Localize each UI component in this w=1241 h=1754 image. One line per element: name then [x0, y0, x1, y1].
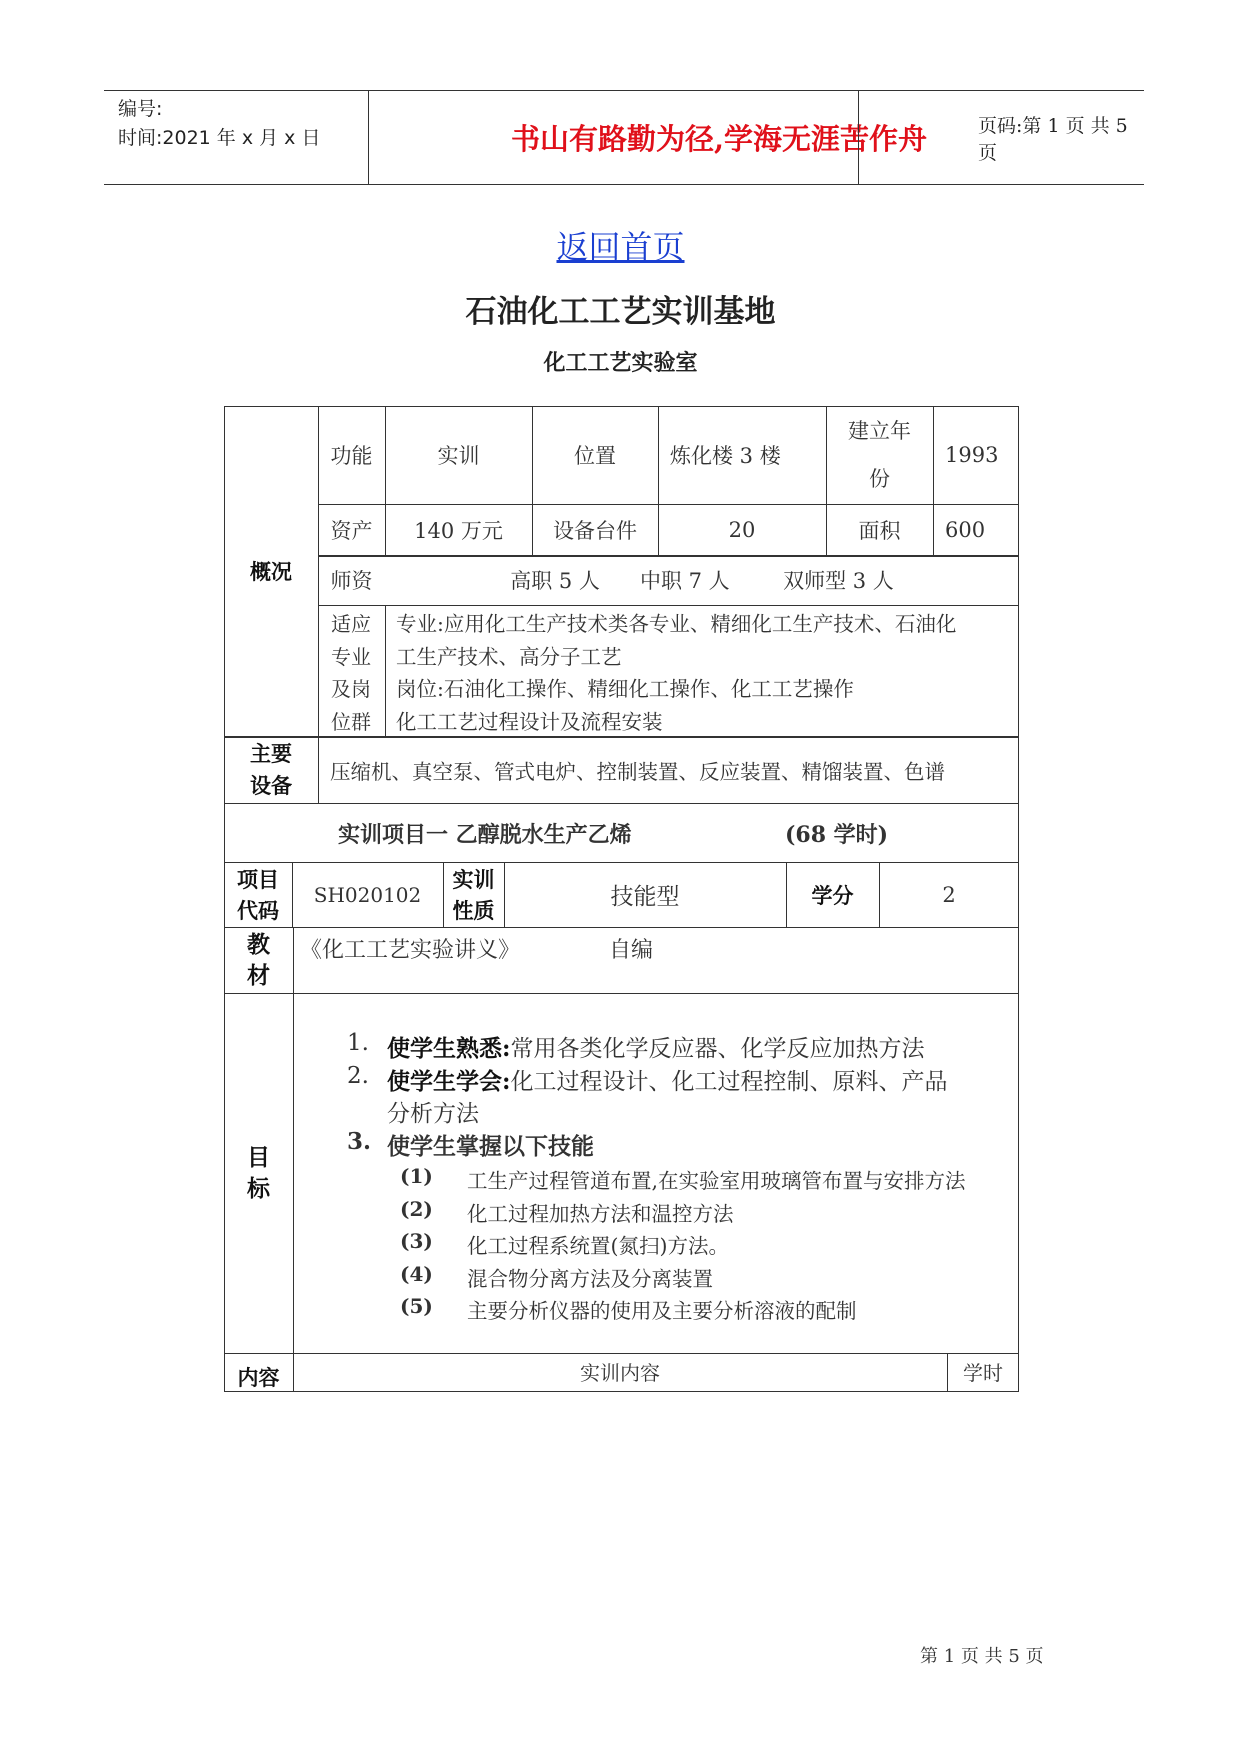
- fit-label-line: 位群: [331, 709, 371, 734]
- content-header: 实训内容: [580, 1360, 660, 1385]
- textbook-note: 自编: [609, 938, 654, 963]
- credit-label: 学分: [811, 882, 854, 908]
- goals-label-line: 标: [247, 1175, 270, 1202]
- location-value: 炼化楼 3 楼: [670, 444, 781, 468]
- assets-value: 140 万元: [414, 518, 503, 543]
- year-label-line: 份: [869, 467, 890, 491]
- skill-3-number: (3): [400, 1229, 433, 1253]
- header-divider: [368, 91, 369, 184]
- textbook-label-line: 材: [247, 962, 270, 989]
- col-line: [293, 927, 294, 1392]
- project-nature-label-line: 实训: [452, 866, 495, 892]
- skill-1-text: 工生产过程管道布置,在实验室用玻璃管布置与安排方法: [467, 1169, 966, 1193]
- overview-label: 概况: [250, 559, 292, 584]
- skill-4-text: 混合物分离方法及分离装置: [467, 1267, 713, 1291]
- goal-2-text: 化工过程设计、化工过程控制、原料、产品: [510, 1069, 948, 1095]
- goal-1-number: 1.: [347, 1030, 369, 1056]
- year-label: [826, 406, 933, 504]
- teachers-label: 师资: [330, 569, 373, 593]
- main-equipment-label: [224, 736, 318, 804]
- assets-label: 资产: [330, 518, 373, 543]
- textbook-label: [224, 927, 293, 993]
- content-label: 内容: [237, 1365, 280, 1390]
- project-nature-label-line: 性质: [452, 897, 495, 923]
- goal-2-number: 2.: [347, 1063, 369, 1089]
- header-page-label: 页码:第 1 页 共 5 页: [978, 114, 1128, 164]
- row-line: [318, 605, 1019, 606]
- year-label-line: 建立年: [848, 419, 911, 443]
- main-equipment-label-line: 设备: [250, 773, 292, 798]
- textbook-label-line: 教: [247, 931, 270, 958]
- goal-2: [387, 1063, 948, 1096]
- area-label: 面积: [858, 518, 901, 543]
- fit-label-line: 适应: [331, 612, 371, 636]
- project-hours: (68 学时): [785, 822, 889, 848]
- skill-2-text: 化工过程加热方法和温控方法: [467, 1202, 734, 1226]
- page-subtitle: 化工工艺实验室: [543, 350, 698, 376]
- skill-2-number: (2): [400, 1197, 433, 1221]
- fit-label-line: 专业: [331, 644, 371, 669]
- header-divider: [858, 91, 859, 184]
- year-value: 1993: [945, 443, 999, 467]
- area-value: 600: [945, 517, 986, 542]
- page-footer: 第 1 页 共 5 页: [920, 1646, 1044, 1667]
- skill-3-text: 化工过程系统置(氮扫)方法。: [467, 1234, 729, 1258]
- fit-label: [331, 608, 371, 738]
- row-line: [224, 927, 1019, 928]
- goals-label-line: 目: [247, 1144, 270, 1171]
- project-code-label-line: 项目: [237, 866, 279, 892]
- goal-2-lead: 使学生学会:: [387, 1068, 511, 1095]
- fit-line: 工生产技术、高分子工艺: [396, 644, 622, 669]
- function-label: 功能: [330, 444, 373, 468]
- fit-line: 化工工艺过程设计及流程安装: [396, 709, 663, 734]
- project-code-label: [224, 862, 292, 927]
- credit-value: 2: [942, 882, 956, 907]
- project-nature-label: [443, 862, 504, 927]
- goal-2-continued: 分析方法: [387, 1101, 479, 1127]
- hours-header: 学时: [963, 1360, 1003, 1385]
- skill-4-number: (4): [400, 1262, 433, 1286]
- fit-line: 专业:应用化工生产技术类各专业、精细化工生产技术、石油化: [396, 612, 957, 636]
- project-code-value: SH020102: [313, 882, 422, 907]
- main-equipment-label-line: 主要: [250, 741, 292, 766]
- goal-1-text: 常用各类化学反应器、化学反应加热方法: [510, 1036, 925, 1062]
- goal-3-number: 3.: [347, 1128, 372, 1155]
- textbook-value: 《化工工艺实验讲义》: [300, 938, 521, 963]
- function-value: 实训: [437, 444, 480, 468]
- project-nature-value: 技能型: [610, 884, 680, 910]
- header-meta: [118, 95, 320, 153]
- skill-5-number: (5): [400, 1294, 433, 1318]
- page-title: 石油化工工艺实训基地: [465, 294, 776, 330]
- skill-1-number: (1): [400, 1164, 433, 1188]
- main-equipment-value: 压缩机、真空泵、管式电炉、控制装置、反应装置、精馏装置、色谱: [330, 760, 945, 784]
- teachers-value: 高职 5 人 中职 7 人 双师型 3 人: [510, 569, 894, 593]
- project-code-label-line: 代码: [237, 897, 279, 923]
- equipment-count-value: 20: [728, 517, 756, 542]
- location-label: 位置: [574, 444, 616, 468]
- number-label: 编号:: [118, 98, 163, 120]
- project-title: 实训项目一 乙醇脱水生产乙烯: [338, 822, 632, 848]
- row-line: [224, 993, 1019, 994]
- goal-3-lead: 使学生掌握以下技能: [387, 1133, 594, 1160]
- home-link[interactable]: 返回首页: [556, 228, 685, 266]
- goal-1-lead: 使学生熟悉:: [387, 1035, 511, 1062]
- fit-lines: [396, 608, 956, 738]
- skill-5-text: 主要分析仪器的使用及主要分析溶液的配制: [467, 1299, 857, 1323]
- fit-label-line: 及岗: [331, 677, 371, 701]
- goal-1: [387, 1030, 925, 1063]
- time-label: 时间:2021 年 x 月 x 日: [118, 127, 321, 149]
- col-line: [385, 605, 386, 736]
- goals-label: [224, 993, 293, 1353]
- fit-line: 岗位:石油化工操作、精细化工操作、化工工艺操作: [396, 677, 854, 701]
- page-header: [104, 90, 1144, 185]
- header-motto: 书山有路勤为径,学海无涯苦作舟: [510, 122, 928, 156]
- equipment-count-label: 设备台件: [553, 518, 637, 543]
